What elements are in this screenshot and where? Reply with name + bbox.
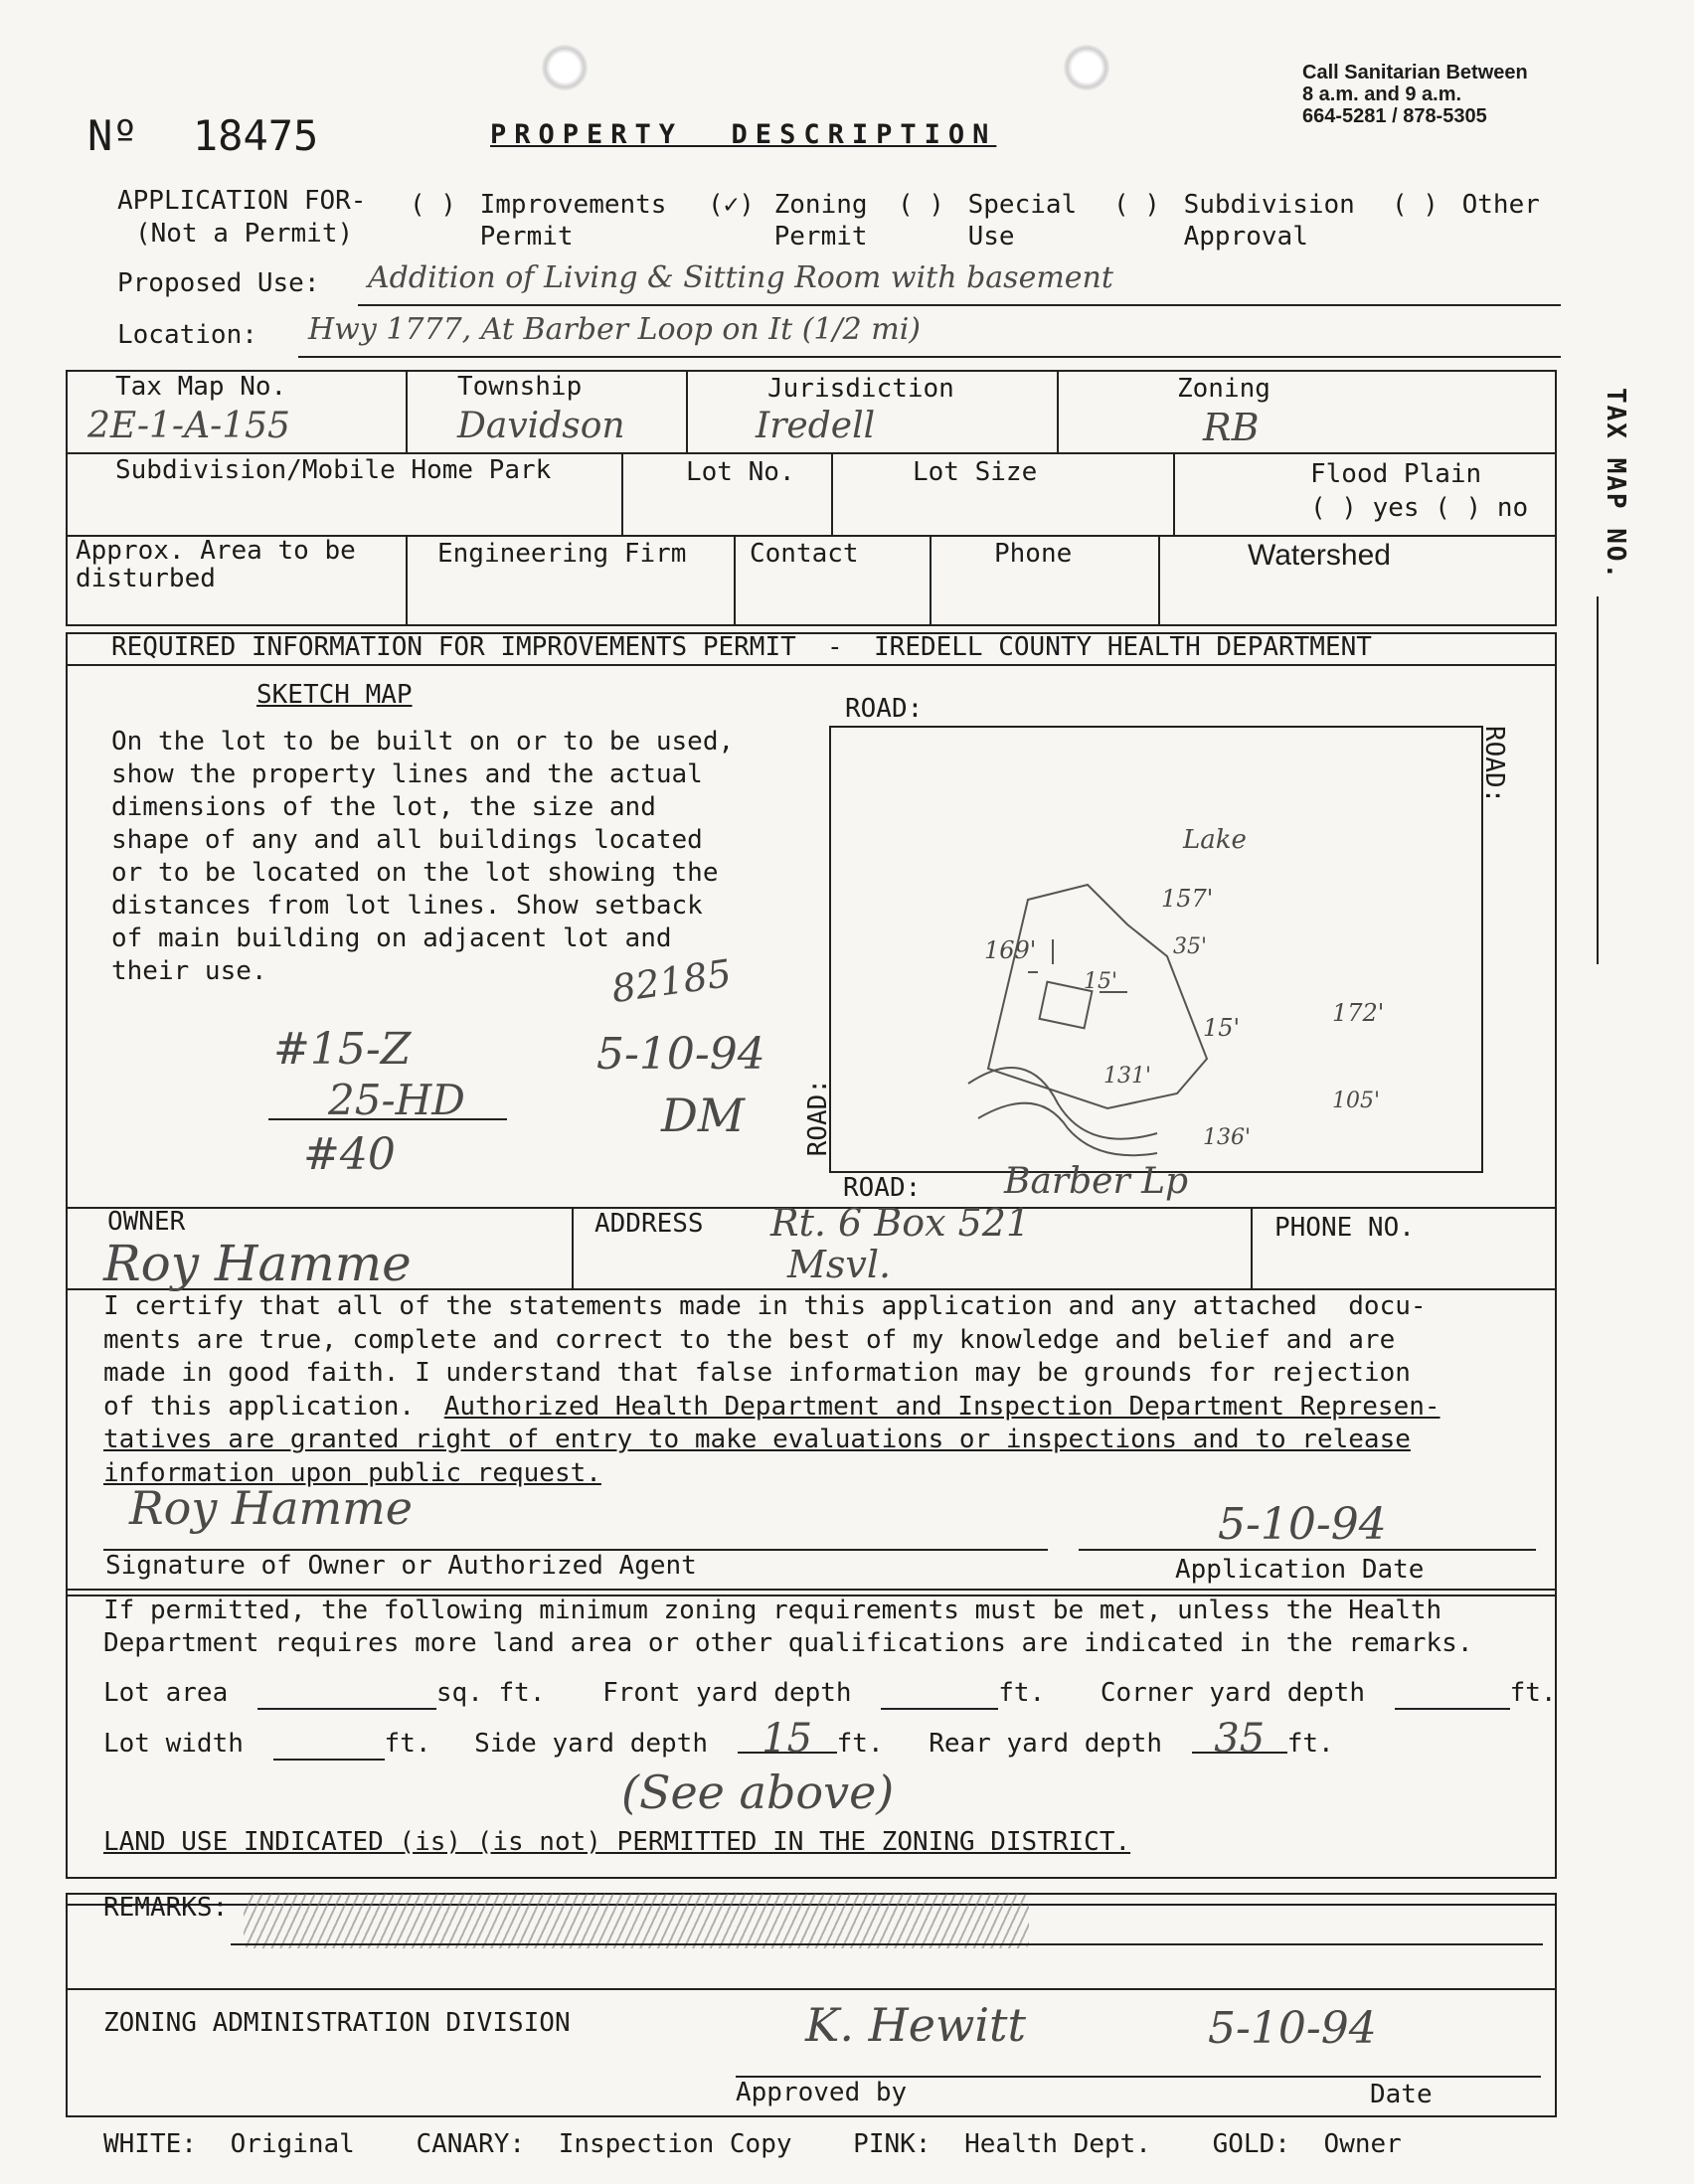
road-label-left: ROAD: <box>803 1079 833 1157</box>
application-option-zoning[interactable]: (✓) Zoning Permit <box>708 190 868 252</box>
zoning-intro: If permitted, the following minimum zoning requirements must be met, unless the Health Department requires more land area or other qualifications are indicated in the remarks. <box>103 1596 1473 1658</box>
approval-date-label: Date <box>1370 2080 1433 2109</box>
certification-text: I certify that all of the statements made in this application and any attached docu- ments are true, complete and correct to the best of my knowledge and belief and are made in good faith. I understand that false information may be grounds for rejection of this application. Authorized Health Department and Inspection Department Represen- tatives are granted right of entry to make evaluations or inspections and to release information upon public request. <box>103 1291 1440 1488</box>
grid-col-c <box>1057 370 1059 452</box>
approval-date-value[interactable]: 5-10-94 <box>1208 2003 1377 2054</box>
note-right-1: 82185 <box>608 950 735 1012</box>
zoning-value[interactable]: RB <box>1203 406 1260 449</box>
jurisdiction-value[interactable]: Iredell <box>756 406 876 446</box>
sketch-dim-2: 35' <box>1173 934 1208 959</box>
punch-hole-right <box>1064 45 1109 90</box>
rear-yard-field[interactable]: 35 <box>1192 1726 1287 1754</box>
lot-width-field[interactable] <box>273 1729 385 1761</box>
road-label-right: ROAD: <box>1479 726 1509 804</box>
proposed-use-value[interactable]: Addition of Living & Sitting Room with basement <box>368 260 1113 295</box>
application-date-value[interactable]: 5-10-94 <box>1218 1499 1387 1550</box>
sketch-dim-6: 172' <box>1332 999 1385 1027</box>
road-label-bottom: ROAD: <box>843 1173 922 1203</box>
road-name: Barber Lp <box>1004 1161 1189 1202</box>
watershed-label: Watershed <box>1248 539 1391 572</box>
location-value[interactable]: Hwy 1777, At Barber Loop on It (1/2 mi) <box>308 312 921 347</box>
sketch-map-title: SKETCH MAP <box>256 680 413 710</box>
side-tax-map-line <box>1597 596 1599 964</box>
checkbox-improvements[interactable]: ( ) <box>410 190 456 220</box>
owner-signature[interactable]: Roy Hamme <box>129 1481 413 1535</box>
zoning-division-label: ZONING ADMINISTRATION DIVISION <box>103 2008 571 2038</box>
address-line-1[interactable]: Rt. 6 Box 521 <box>770 1201 1031 1245</box>
note-left-1: #15-Z <box>273 1024 412 1075</box>
grid-col-d <box>621 452 623 535</box>
signature-label: Signature of Owner or Authorized Agent <box>105 1551 697 1581</box>
proposed-use-label: Proposed Use: <box>117 268 320 298</box>
sketch-dim-5: 15' <box>1203 1014 1241 1042</box>
application-option-other[interactable]: ( ) Other <box>1392 190 1540 220</box>
sketch-lake: Lake <box>1183 825 1247 855</box>
subdivision-label: Subdivision/Mobile Home Park <box>115 455 552 485</box>
lot-area-field[interactable] <box>257 1678 436 1710</box>
see-above-note: (See above) <box>621 1765 895 1819</box>
zoning-label: Zoning <box>1177 374 1270 404</box>
phone-label: Phone <box>994 539 1073 569</box>
sketch-dim-1: 157' <box>1161 885 1214 913</box>
remarks-line <box>231 1943 1543 1945</box>
tax-map-value[interactable]: 2E-1-A-155 <box>87 406 290 446</box>
corner-yard-field[interactable] <box>1395 1678 1510 1710</box>
application-option-special-use[interactable]: ( ) Special Use <box>898 190 1078 252</box>
application-option-subdivision[interactable]: ( ) Subdivision Approval <box>1113 190 1355 252</box>
engineering-firm-label: Engineering Firm <box>437 539 687 569</box>
punch-hole-left <box>542 45 588 90</box>
grid-col-e <box>831 452 833 535</box>
lot-no-label: Lot No. <box>686 457 795 487</box>
tax-map-label: Tax Map No. <box>115 372 287 402</box>
side-tax-map-label: TAX MAP NO. <box>1601 388 1630 582</box>
number-value: 18475 <box>192 111 319 160</box>
grid-col-a <box>406 370 408 452</box>
owner-label: OWNER <box>107 1207 186 1237</box>
sketch-dim-4: 15' <box>1084 969 1118 994</box>
owner-col-a <box>572 1207 574 1288</box>
application-date-label: Application Date <box>1175 1555 1425 1585</box>
checkbox-special-use[interactable]: ( ) <box>898 190 944 220</box>
sketch-drawing <box>829 726 1483 1173</box>
approver-signature[interactable]: K. Hewitt <box>805 1998 1027 2052</box>
required-info-header: REQUIRED INFORMATION FOR IMPROVEMENTS PERMIT - IREDELL COUNTY HEALTH DEPARTMENT <box>111 632 1372 662</box>
contact-label: Contact <box>750 539 859 569</box>
grid-rule-1 <box>66 452 1557 454</box>
grid-col-g <box>406 535 408 626</box>
remarks-rule-bottom <box>66 1988 1557 1990</box>
road-curve-2 <box>978 1103 1157 1156</box>
proposed-use-line <box>358 304 1561 306</box>
lot-boundary <box>988 885 1207 1108</box>
note-left-2: 25-HD <box>328 1076 465 1124</box>
form-number <box>87 111 318 160</box>
location-line <box>298 356 1561 358</box>
sketch-dim-7: 131' <box>1103 1064 1152 1089</box>
lot-size-label: Lot Size <box>913 457 1038 487</box>
approved-by-label: Approved by <box>736 2078 908 2107</box>
grid-col-f <box>1173 452 1175 535</box>
page-title: PROPERTY DESCRIPTION <box>490 119 997 150</box>
required-info-header-rule <box>66 664 1557 666</box>
flood-plain-label: Flood Plain <box>1310 459 1482 489</box>
area-disturbed-label: Approx. Area to be disturbed <box>76 536 356 593</box>
remarks-label: REMARKS: <box>103 1893 229 1923</box>
grid-col-j <box>1158 535 1160 626</box>
sketch-dim-8: 105' <box>1332 1089 1381 1113</box>
township-label: Township <box>457 372 583 402</box>
township-value[interactable]: Davidson <box>457 406 625 446</box>
checkbox-subdivision[interactable]: ( ) <box>1113 190 1160 220</box>
owner-col-b <box>1251 1207 1253 1288</box>
location-label: Location: <box>117 320 257 350</box>
application-option-improvements[interactable]: ( ) Improvements Permit <box>410 190 667 252</box>
zoning-row-2: Lot width ft. Side yard depth 15 ft. Rear yard depth 35 ft. <box>103 1716 1334 1762</box>
note-left-3: #40 <box>303 1129 396 1180</box>
remarks-scribble[interactable] <box>244 1894 1029 1948</box>
grid-col-i <box>930 535 932 626</box>
checkbox-zoning[interactable]: (✓) <box>708 190 755 220</box>
grid-col-h <box>734 535 736 626</box>
flood-plain-options[interactable]: ( ) yes ( ) no <box>1310 493 1529 523</box>
note-right-3: DM <box>661 1089 745 1142</box>
sanitarian-notice: Call Sanitarian Between 8 a.m. and 9 a.m. 664-5281 / 878-5305 <box>1302 62 1528 127</box>
sketch-dim-3: 169' <box>984 936 1037 964</box>
address-line-2[interactable]: Msvl. <box>787 1243 892 1286</box>
owner-value[interactable]: Roy Hamme <box>103 1235 412 1292</box>
road-label-top: ROAD: <box>845 694 924 724</box>
sketch-dim-9: 136' <box>1203 1125 1252 1150</box>
number-prefix: Nº <box>87 111 138 160</box>
side-yard-field[interactable]: 15 <box>738 1726 837 1754</box>
phone-no-label: PHONE NO. <box>1274 1213 1415 1243</box>
copy-distribution: WHITE: Original CANARY: Inspection Copy PINK: Health Dept. GOLD: Owner <box>103 2129 1402 2159</box>
zoning-row-1: Lot area sq. ft. Front yard depth ft. Corner yard depth ft. <box>103 1678 1557 1708</box>
jurisdiction-label: Jurisdiction <box>767 374 954 404</box>
note-right-2: 5-10-94 <box>596 1029 765 1080</box>
address-label: ADDRESS <box>594 1209 704 1239</box>
sketch-instructions: On the lot to be built on or to be used, show the property lines and the actual dimensions of the lot, the size and shape of any and all buildings located or to be located on the lot showing the distances from lot lines. Show setback of main building on adjacent lot and their use. <box>111 727 735 986</box>
land-use-statement: LAND USE INDICATED (is) (is not) PERMITTED IN THE ZONING DISTRICT. <box>103 1827 1131 1857</box>
grid-col-b <box>686 370 688 452</box>
note-underline <box>268 1118 507 1120</box>
application-label: APPLICATION FOR- (Not a Permit) <box>117 186 367 249</box>
checkbox-other[interactable]: ( ) <box>1392 190 1439 220</box>
front-yard-field[interactable] <box>881 1678 998 1710</box>
